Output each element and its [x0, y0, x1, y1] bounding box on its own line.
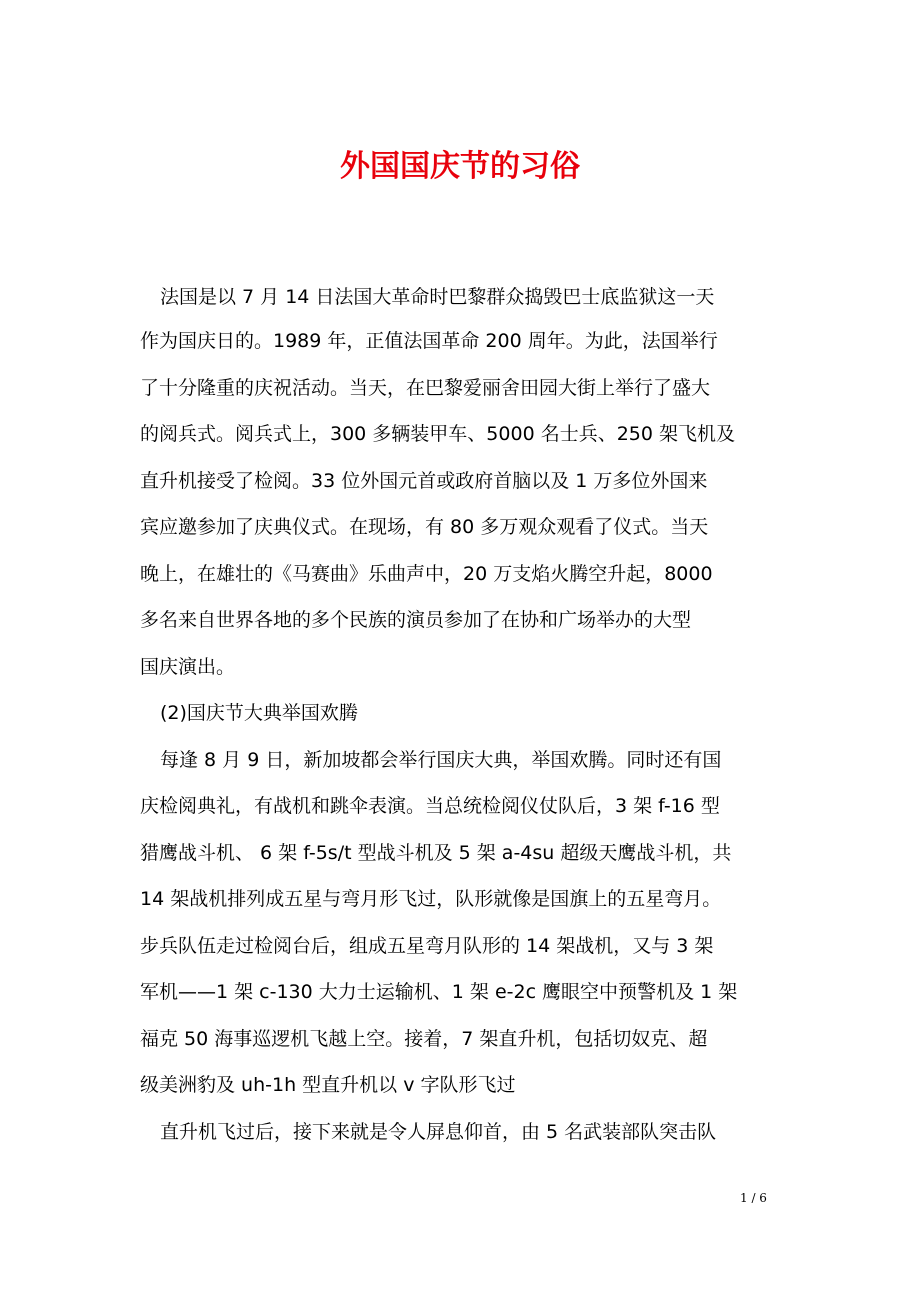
section-heading: (2)国庆节大典举国欢腾 [160, 702, 358, 724]
body-line: 法国是以 7 月 14 日法国大革命时巴黎群众捣毁巴士底监狱这一天 [160, 286, 715, 308]
body-line: 级美洲豹及 uh-1h 型直升机以 v 字队形飞过 [140, 1074, 516, 1096]
body-line: 宾应邀参加了庆典仪式。在现场，有 80 多万观众观看了仪式。当天 [140, 516, 709, 538]
body-line: 猎鹰战斗机、 6 架 f-5s/t 型战斗机及 5 架 a-4su 超级天鹰战斗机，共 [140, 842, 732, 864]
body-line: 作为国庆日的。1989 年，正值法国革命 200 周年。为此，法国举行 [140, 330, 718, 352]
page-number: 1 / 6 [740, 1191, 767, 1205]
body-line: 每逢 8 月 9 日，新加坡都会举行国庆大典，举国欢腾。同时还有国 [160, 749, 722, 771]
body-line: 军机——1 架 c-130 大力士运输机、1 架 e-2c 鹰眼空中预警机及 1 架 [140, 981, 738, 1003]
body-line: 多名来自世界各地的多个民族的演员参加了在协和广场举办的大型 [140, 609, 692, 631]
body-line: 直升机飞过后，接下来就是令人屏息仰首，由 5 名武装部队突击队 [160, 1121, 717, 1143]
body-line: 步兵队伍走过检阅台后，组成五星弯月队形的 14 架战机，又与 3 架 [140, 935, 714, 957]
body-line: 了十分隆重的庆祝活动。当天，在巴黎爱丽舍田园大街上举行了盛大 [140, 377, 711, 399]
body-line: 晚上，在雄壮的《马赛曲》乐曲声中，20 万支焰火腾空升起，8000 [140, 563, 713, 585]
body-line: 直升机接受了检阅。33 位外国元首或政府首脑以及 1 万多位外国来 [140, 470, 708, 492]
body-line: 的阅兵式。阅兵式上，300 多辆装甲车、5000 名士兵、250 架飞机及 [140, 423, 736, 445]
body-line: 福克 50 海事巡逻机飞越上空。接着，7 架直升机，包括切奴克、超 [140, 1028, 708, 1050]
document-title: 外国国庆节的习俗 [340, 149, 580, 184]
body-line: 国庆演出。 [140, 656, 236, 678]
body-line: 14 架战机排列成五星与弯月形飞过，队形就像是国旗上的五星弯月。 [140, 888, 722, 910]
body-line: 庆检阅典礼，有战机和跳伞表演。当总统检阅仪仗队后，3 架 f-16 型 [140, 795, 720, 817]
